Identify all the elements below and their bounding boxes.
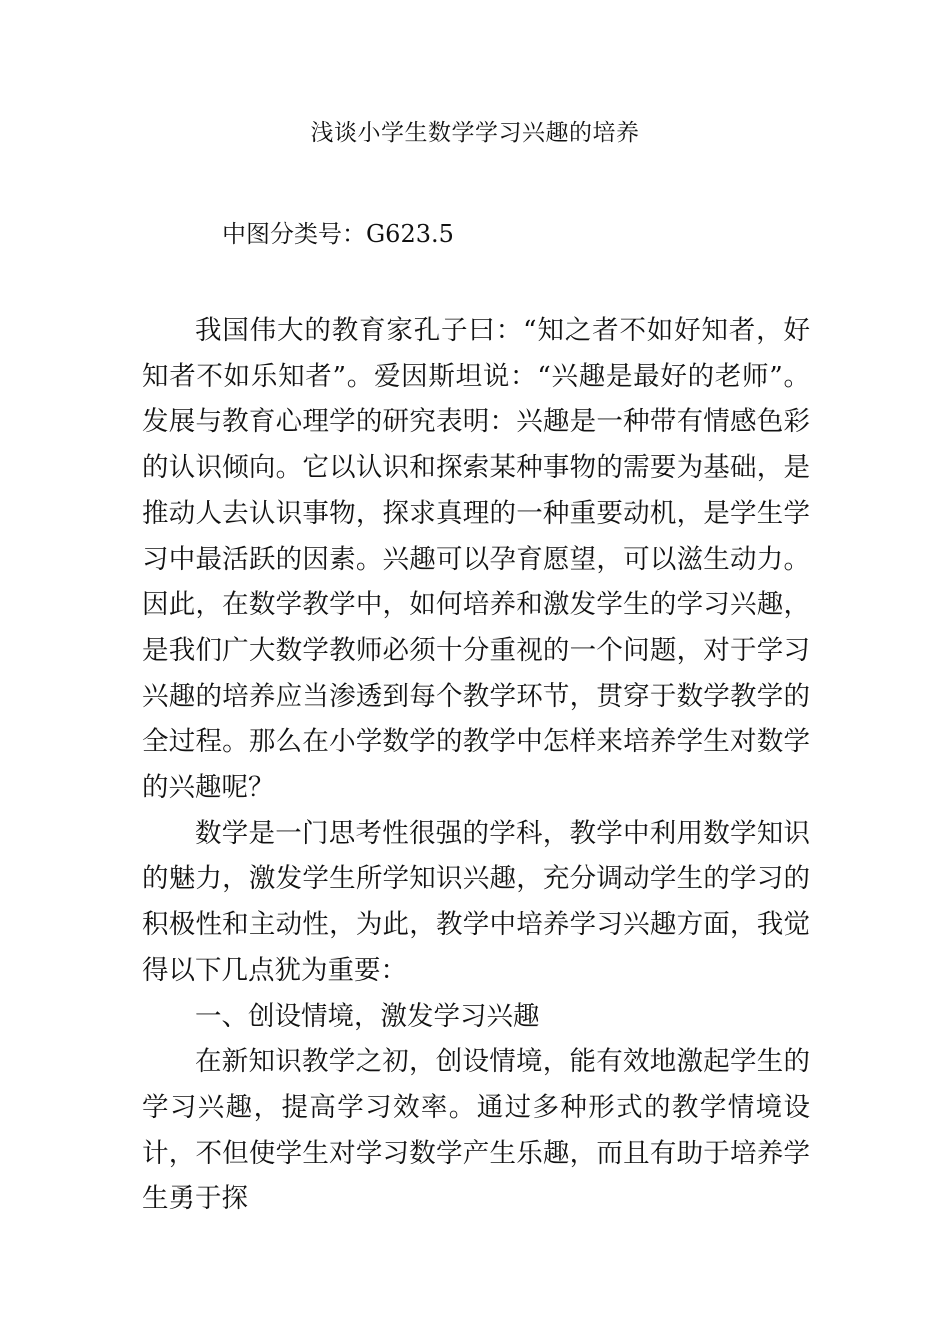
- document-title: 浅谈小学生数学学习兴趣的培养: [310, 120, 640, 146]
- section-heading-1: 一、创设情境，激发学习兴趣: [195, 1000, 540, 1032]
- classification-number: 中图分类号：G623.5: [222, 220, 454, 248]
- paragraph-overview: 数学是一门思考性很强的学科，教学中利用数学知识的魅力，激发学生所学知识兴趣，充分调动学生的学习的积极性和主动性，为此，教学中培养学习兴趣方面，我觉得以下几点犹为重要：: [142, 817, 810, 986]
- paragraph-section-1: 在新知识教学之初，创设情境，能有效地激起学生的学习兴趣，提高学习效率。通过多种形式的教学情境设计，不但使学生对学习数学产生乐趣，而且有助于培养学生勇于探: [142, 1046, 810, 1215]
- document-body: [142, 308, 810, 1222]
- paragraph-intro: 我国伟大的教育家孔子曰：“知之者不如好知者，好知者不如乐知者”。爱因斯坦说：“兴趣是最好的老师”。发展与教育心理学的研究表明：兴趣是一种带有情感色彩的认识倾向。它以认识和探索某种事物的需要为基础，是推动人去认识事物，探求真理的一种重要动机，是学生学习中最活跃的因素。兴趣可以孕育愿望，可以滋生动力。因此，在数学教学中，如何培养和激发学生的学习兴趣，是我们广大数学教师必须十分重视的一个问题，对于学习兴趣的培养应当渗透到每个教学环节，贯穿于数学教学的全过程。那么在小学数学的教学中怎样来培养学生对数学的兴趣呢？: [142, 315, 810, 804]
